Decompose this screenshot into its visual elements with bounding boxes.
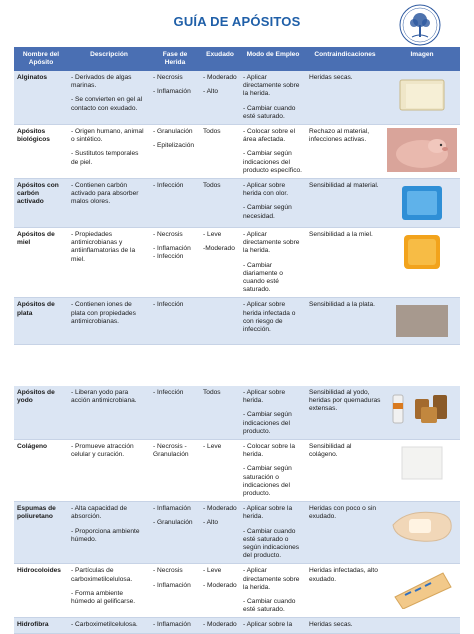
collagen-pad-image [387,443,457,483]
image-cell [384,71,460,125]
image-cell [384,179,460,228]
phase-cell [150,179,200,228]
name-cell-text: Apósitos de miel [17,231,55,247]
name-cell-text: Alginatos [17,74,48,81]
phase-cell-text: - Infección [153,182,184,190]
image-cell [384,564,460,618]
contraindications-cell [306,125,384,179]
description-cell-text: - Partículas de carboximetilcelulosa. [71,567,133,583]
contraindications-cell [306,71,384,125]
exudate-cell [200,228,240,298]
exudate-cell [200,71,240,125]
phase-cell-text: - Inflamación - Infección [153,245,191,261]
phase-cell [150,228,200,298]
contraindications-cell-text: Heridas con poco o sin exudado. [309,505,377,521]
exudate-cell [200,386,240,440]
image-cell [384,298,460,345]
phase-cell [150,386,200,440]
phase-cell [150,502,200,564]
phase-cell [150,125,200,179]
usage-cell [240,440,306,502]
name-cell [14,564,68,618]
header-name: Nombre del Apósito [14,47,68,71]
description-cell [68,502,150,564]
description-cell-text: - Origen humano, animal o sintético. [71,128,144,144]
contraindications-cell [306,179,384,228]
description-cell-text: - Forma ambiente húmedo al gelificarse. [71,589,136,606]
usage-cell-text: - Cambiar cuando esté saturado. [243,598,296,614]
phase-cell-text: - Inflamación [153,505,191,513]
exudate-cell-text: - Moderado [203,581,237,589]
usage-cell-text: - Cambiar según necesidad. [243,204,292,220]
usage-cell-text: - Aplicar sobre herida con olor. [243,182,289,198]
header-contraindications: Contraindicaciones [306,47,384,71]
contraindications-cell-text: Sensibilidad a la plata. [309,301,375,309]
iodine-products-image [387,389,457,429]
contraindications-cell-text: Heridas infectadas, alto exudado. [309,567,378,583]
usage-cell-text: - Aplicar directamente sobre la herida. [243,231,300,255]
exudate-cell-text: - Alto [203,88,219,96]
name-cell-text: Colágeno [17,443,48,451]
image-cell [384,125,460,179]
phase-cell-text: - Necrosis [153,74,183,81]
usage-cell [240,564,306,618]
silver-pad-image [387,301,457,341]
honey-pad-image [387,231,457,273]
table-row [14,618,460,633]
phase-cell-text: - Necrosis [153,231,183,239]
description-cell [68,618,150,633]
usage-cell [240,386,306,440]
table-row [14,298,460,345]
name-cell [14,125,68,179]
usage-cell [240,125,306,179]
usage-cell-text: - Aplicar directamente sobre la herida. [243,74,300,98]
exudate-cell [200,125,240,179]
pig-skin-image [387,128,457,172]
contraindications-cell [306,228,384,298]
phase-cell-text: - Epitelización [153,142,195,150]
table-row [14,440,460,502]
usage-cell-text: - Cambiar cuando esté saturado. [243,104,296,120]
image-cell [384,386,460,440]
contraindications-cell-text: Sensibilidad al colágeno. [309,443,352,459]
contraindications-cell [306,440,384,502]
description-cell-text: - Se convierten en gel al contacto con exudado. [71,96,143,112]
table-header-row [14,47,460,71]
usage-cell-text: - Cambiar según indicaciones del producto específico. [243,150,303,174]
description-cell-text: - Propiedades antimicrobianas y antiinflamatorias de la miel. [71,231,136,263]
name-cell [14,298,68,345]
description-cell [68,179,150,228]
exudate-cell-text: Todos [203,389,221,396]
contraindications-cell [306,502,384,564]
page-break [14,346,460,384]
usage-cell-text: - Cambiar diariamente o cuando esté saturado. [243,261,283,294]
exudate-cell [200,564,240,618]
phase-cell-text: - Necrosis - Granulación [153,443,189,459]
contraindications-cell [306,564,384,618]
contraindications-cell [306,298,384,345]
table-row [14,564,460,618]
table-row [14,125,460,179]
exudate-cell [200,298,240,345]
phase-cell [150,298,200,345]
exudate-cell-text: - Leve [203,443,222,451]
contraindications-cell-text: Sensibilidad al material. [309,182,379,190]
description-cell-text: - Contienen carbón activado para absorber malos olores. [71,182,139,206]
phase-cell-text: - Infección [153,301,184,309]
description-cell-text: - Contienen iones de plata con propiedades antimicrobianas. [71,301,136,325]
name-cell-text: Apósitos con carbón activado [17,182,59,206]
contraindications-cell [306,386,384,440]
name-cell [14,228,68,298]
usage-cell-text: - Aplicar sobre la herida. [243,505,293,521]
dressings-table-page1 [14,47,460,345]
contraindications-cell-text: Rechazo al material, infecciones activas. [309,128,370,144]
image-cell [384,228,460,298]
header-usage: Modo de Empleo [240,47,306,71]
usage-cell-text: - Aplicar sobre herida. [243,389,286,405]
exudate-cell-text: - Leve [203,231,222,239]
usage-cell [240,298,306,345]
phase-cell-text: - Infección [153,389,184,396]
name-cell-text: Apósitos de plata [17,301,55,317]
description-cell [68,440,150,502]
name-cell [14,502,68,564]
tree-logo-icon [398,3,442,47]
name-cell [14,440,68,502]
header-description: Descripción [68,47,150,71]
name-cell-text: Hidrofibra [17,621,49,629]
exudate-cell-text: Todos [203,128,221,136]
exudate-cell [200,618,240,633]
exudate-cell-text: - Moderado [203,621,237,629]
phase-cell-text: - Inflamación [153,88,191,96]
usage-cell-text: - Aplicar sobre la [243,621,293,629]
exudate-cell-text: - Moderado [203,74,237,81]
contraindications-cell-text: Heridas secas. [309,621,353,629]
description-cell-text: - Alta capacidad de absorción. [71,505,128,521]
phase-cell-text: - Necrosis [153,567,183,575]
table-row [14,386,460,440]
description-cell [68,71,150,125]
exudate-cell-text: - Moderado [203,505,237,513]
name-cell-text: Apósitos biológicos [17,128,50,144]
phase-cell [150,618,200,633]
table-row [14,228,460,298]
document-title: GUÍA DE APÓSITOS [173,14,301,29]
alginate-pad-image [387,74,457,114]
exudate-cell [200,179,240,228]
exudate-cell-text: Todos [203,182,221,190]
table-row [14,502,460,564]
contraindications-cell-text: Sensibilidad al yodo, heridas por quemaduras extensas. [309,389,381,413]
name-cell-text: Hidrocoloides [17,567,61,575]
phase-cell-text: - Granulación [153,128,193,136]
phase-cell [150,564,200,618]
phase-cell-text: - Inflamación [153,621,191,629]
exudate-cell-text: -Moderado [203,245,235,253]
usage-cell-text: - Cambiar según indicaciones del producto. [243,411,292,435]
usage-cell [240,179,306,228]
name-cell-text: Espumas de poliuretano [17,505,56,521]
blue-foam-pad-image [387,182,457,224]
usage-cell-text: - Cambiar según saturación o indicaciones del producto. [243,465,292,498]
name-cell [14,618,68,633]
contraindications-cell-text: Heridas secas. [309,74,353,81]
exudate-cell-text: - Alto [203,519,219,527]
table-row [14,179,460,228]
description-cell [68,125,150,179]
dressings-table-page2 [14,386,460,634]
description-cell [68,386,150,440]
usage-cell-text: - Colocar sobre el área afectada. [243,128,296,144]
contraindications-cell [306,618,384,633]
description-cell [68,228,150,298]
description-cell-text: - Derivados de algas marinas. [71,74,132,90]
description-cell-text: - Carboximetilcelulosa. [71,621,138,629]
image-cell [384,502,460,564]
usage-cell [240,228,306,298]
description-cell-text: - Liberan yodo para acción antimicrobiana. [71,389,137,405]
description-cell-text: - Sustitutos temporales de piel. [71,150,139,166]
header-image: Imagen [384,47,460,71]
exudate-cell [200,440,240,502]
usage-cell-text: - Cambiar cuando esté saturado o según indicaciones del producto. [243,527,300,560]
image-cell [384,440,460,502]
header-phase: Fase de Herida [150,47,200,71]
usage-cell-text: - Aplicar directamente sobre la herida. [243,567,300,591]
image-cell [384,618,460,633]
phase-cell-text: - Inflamación [153,581,191,589]
name-cell [14,386,68,440]
usage-cell-text: - Colocar sobre la herida. [243,443,296,459]
usage-cell-text: - Aplicar sobre herida infectada o con riesgo de infección. [243,301,296,334]
description-cell [68,298,150,345]
name-cell [14,71,68,125]
description-cell [68,564,150,618]
phase-cell [150,71,200,125]
exudate-cell-text: - Leve [203,567,222,575]
description-cell-text: - Promueve atracción celular y curación. [71,443,134,459]
description-cell-text: - Proporciona ambiente húmedo. [71,527,140,543]
foam-dressing-image [387,505,457,547]
phase-cell-text: - Granulación [153,519,193,527]
usage-cell [240,71,306,125]
exudate-cell [200,502,240,564]
name-cell-text: Apósitos de yodo [17,389,55,405]
table-row [14,71,460,125]
contraindications-cell-text: Sensibilidad a la miel. [309,231,373,239]
phase-cell [150,440,200,502]
name-cell [14,179,68,228]
header-exudate: Exudado [200,47,240,71]
usage-cell [240,502,306,564]
hydrocolloid-image [387,567,457,609]
usage-cell [240,618,306,633]
